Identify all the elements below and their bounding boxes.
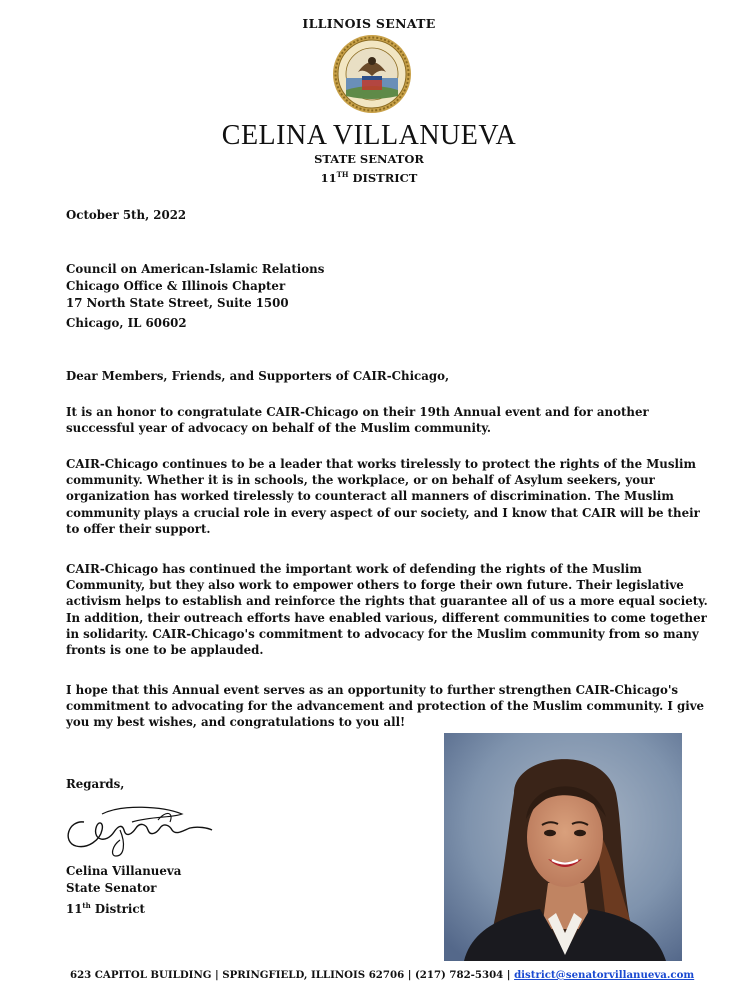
salutation: Dear Members, Friends, and Supporters of CAIR-Chicago, — [66, 369, 450, 383]
body-line: CAIR-Chicago has continued the important work of defending the rights of the Muslim — [66, 562, 642, 576]
body-line: commitment to advocating for the advancement and protection of the Muslim community. I give — [66, 699, 705, 714]
body-line: It is an honor to congratulate CAIR-Chicago on their 19th Annual event and for another — [66, 405, 649, 419]
signer-district — [66, 898, 145, 917]
footer-contact — [70, 969, 694, 981]
body-line: In addition, their outreach efforts have enabled various, different communities to come together — [66, 610, 707, 625]
state-seal-icon — [332, 34, 412, 114]
senator-title: STATE SENATOR — [314, 152, 424, 166]
signer-district-number: 11 — [66, 901, 83, 916]
body-paragraph — [66, 561, 708, 658]
body-line: organization has worked tirelessly to counteract all manners of discrimination. The Muslim — [66, 489, 674, 504]
body-line: Community, but they also work to empower others to forge their own future. Their legislative — [66, 578, 684, 593]
body-paragraph — [66, 456, 700, 537]
district-word: DISTRICT — [352, 170, 418, 185]
body-line: successful year of advocacy on behalf of the Muslim community. — [66, 421, 491, 436]
district-suffix: TH — [336, 170, 349, 179]
body-line: CAIR-Chicago continues to be a leader that works tirelessly to protect the rights of the Muslim — [66, 457, 696, 471]
recipient-line: Chicago, IL 60602 — [66, 316, 187, 330]
body-line: you my best wishes, and congratulations to you all! — [66, 715, 406, 730]
footer-email-link[interactable]: district@senatorvillanueva.com — [514, 969, 695, 981]
signer-district-word: District — [94, 901, 145, 916]
body-line: fronts is one to be applauded. — [66, 643, 264, 658]
body-paragraph — [66, 682, 705, 731]
recipient-line: Council on American-Islamic Relations — [66, 262, 325, 276]
body-line: in solidarity. CAIR-Chicago's commitment to advocacy for the Muslim community from so many — [66, 626, 699, 641]
body-line: activism helps to establish and reinforce the rights that guarantee all of us a more equal society. — [66, 594, 708, 609]
body-line: to offer their support. — [66, 521, 211, 536]
letter-date: October 5th, 2022 — [66, 208, 187, 222]
closing: Regards, — [66, 777, 125, 791]
letterhead-org: ILLINOIS SENATE — [302, 16, 436, 31]
handwritten-signature-icon — [62, 800, 222, 860]
senator-name-heading: CELINA VILLANUEVA — [221, 120, 517, 151]
body-paragraph — [66, 404, 686, 436]
signer-title: State Senator — [66, 881, 157, 895]
footer-address: 623 CAPITOL BUILDING | SPRINGFIELD, ILLINOIS 62706 | (217) 782-5304 | — [70, 969, 511, 981]
district-number: 11 — [320, 170, 337, 185]
body-line: community. Whether it is in schools, the workplace, or on behalf of Asylum seekers, your — [66, 473, 655, 488]
recipient-line: Chicago Office & Illinois Chapter — [66, 279, 286, 293]
signer-name: Celina Villanueva — [66, 864, 182, 878]
body-line: community plays a crucial role in every aspect of our society, and I know that CAIR will be their — [66, 505, 700, 520]
recipient-line: 17 North State Street, Suite 1500 — [66, 296, 289, 310]
senator-district — [0, 170, 738, 185]
senator-portrait-photo — [444, 733, 682, 961]
body-line: I hope that this Annual event serves as an opportunity to further strengthen CAIR-Chicago's — [66, 683, 679, 697]
signer-district-suffix: th — [82, 901, 91, 910]
